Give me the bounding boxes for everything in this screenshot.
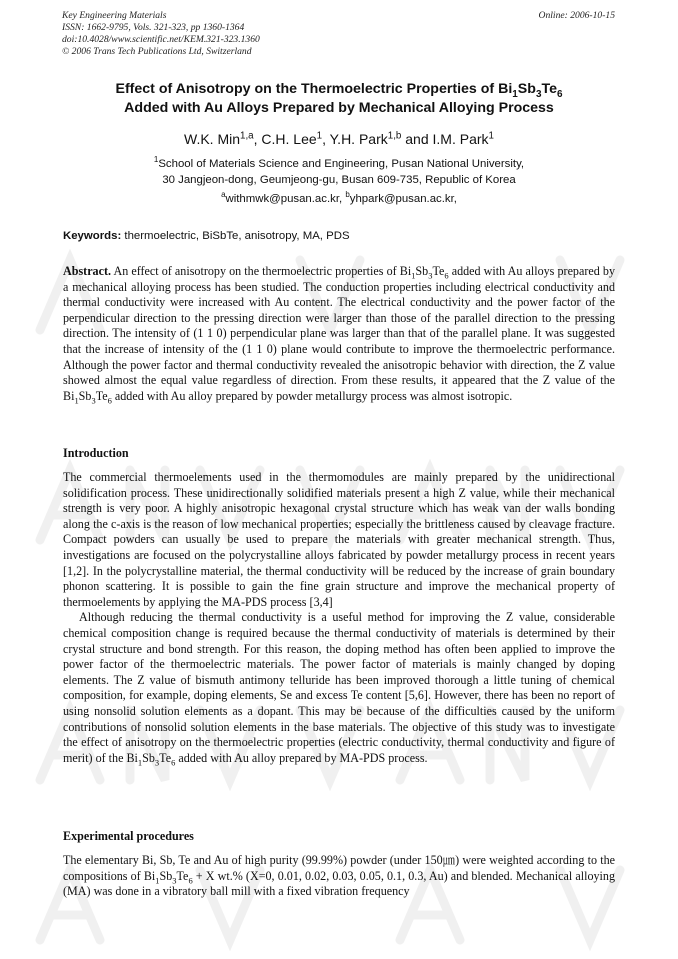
paper-title	[40, 80, 638, 118]
title-line-1: Effect of Anisotropy on the Thermoelectric Properties of $Bi_1Sb_3Te_6$	[115, 81, 563, 100]
introduction-heading: Introduction	[63, 446, 129, 460]
intro-paragraph-2: Although reducing the thermal conductivity is a useful method for improving the Z value, considerable chemical composition change is required because the thermal conductivity of materials is determined by their crystal structure and bond strength. For this reason, the doping method has often been applied to improve the power factor of the thermoelectric materials. The power factor of materials is mainly changed by doping elements. The Z value of bismuth antimony telluride has been improved thorough a little tuning of chemical composition, for example, doping elements, Se and excess Te content [5,6]. However, there has been no report of using nonsolid solution elements as a dopant. This may be because of the difficulties caused by the uniform contributions of nonsolid solution elements in the base materials. The objective of this study was to investigate the effect of anisotropy on the thermoelectric properties (electric conductivity, thermal conductivity and figure of merit) of the $Bi_1Sb_3Te_6$ added with Au alloy prepared by MA-PDS process.	[63, 610, 615, 768]
journal-doi: doi:10.4028/www.scientific.net/KEM.321-323.1360	[62, 34, 260, 45]
keywords	[63, 229, 350, 243]
experimental-heading: Experimental procedures	[63, 829, 194, 843]
author-list: W.K. Min$^{1,a}$, C.H. Lee$^1$, Y.H. Park$^{1,b}$ and I.M. Park$^1$	[184, 130, 494, 147]
journal-info	[62, 10, 260, 58]
abstract-label: Abstract.	[63, 264, 112, 278]
title-line-2: Added with Au Alloys Prepared by Mechanical Alloying Process	[124, 100, 554, 116]
experimental-body: The elementary Bi, Sb, Te and Au of high purity (99.99%) powder (under 150㎛) were weighted according to the compositions of $Bi_1Sb_3Te_6 + X$ wt.% (X=0, 0.01, 0.02, 0.03, 0.05, 0.1, 0.3, Au) and blended. Mechanical alloying (MA) was done in a vibratory ball mill with a fixed vibration frequency	[63, 853, 615, 899]
keywords-label: Keywords:	[63, 230, 122, 242]
introduction-body	[63, 470, 615, 766]
journal-issn: ISSN: 1662-9795, Vols. 321-323, pp 1360-1364	[62, 22, 245, 33]
abstract: Abstract. An effect of anisotropy on the thermoelectric properties of $Bi_1Sb_3Te_6$ added with Au alloys prepared by a mechanical alloying process has been studied. The conduction properties including electrical conductivity and thermal conductivity were increased with Au content. The electrical conductivity and the power factor of the perpendicular direction to the pressing direction were larger than those of the parallel direction to the pressing direction. The intensity of (1 1 0) perpendicular plane was larger than that of the parallel plane. It was suggested that the increase of intensity of the (1 1 0) plane would contribute to improve the thermoelectric performance. Although the power factor and thermal conductivity revealed the anisotropic behavior with direction, the Z value showed almost the equal value regardless of direction. From these results, it appeared that the Z value of the $Bi_1Sb_3Te_6$ added with Au alloy prepared by powder metallurgy process was almost isotropic.	[63, 264, 615, 406]
journal-copyright: © 2006 Trans Tech Publications Ltd, Switzerland	[62, 46, 252, 57]
affiliation: $^1$School of Materials Science and Engineering, Pusan National University, 30 Jangjeon-dong, Geumjeong-gu, Busan 609-735, Republic of Korea	[153, 155, 525, 186]
online-date: Online: 2006-10-15	[538, 10, 615, 21]
journal-name: Key Engineering Materials	[62, 10, 167, 21]
keywords-text: thermoelectric, BiSbTe, anisotropy, MA, PDS	[121, 230, 350, 242]
author-emails: $^a$withmwk@pusan.ac.kr, $^b$yhpark@pusan.ac.kr,	[221, 190, 457, 205]
intro-paragraph-1: The commercial thermoelements used in the thermomodules are mainly prepared by the unidirectional solidification process. These unidirectionally solidified materials present a high Z value, while their mechanical strength is very poor. A highly anisotropic hexagonal crystal structure which has weak van der walls bonding along the c-axis is the reason of low mechanical properties; especially the brittleness caused by cleavage fracture. Compact powders can usually be used to prepare the materials with greater mechanical strength. Thus, investigations are focused on the polycrystalline alloys fabricated by powder metallurgy process in recent years [1,2]. In the polycrystalline material, the thermal conductivity will be reduced by the increase of grain boundary phonon scattering. It is possible to gain the fine grain structure and improve the mechanical property of thermoelements by applying the MA-PDS process [3,4]	[63, 470, 615, 609]
